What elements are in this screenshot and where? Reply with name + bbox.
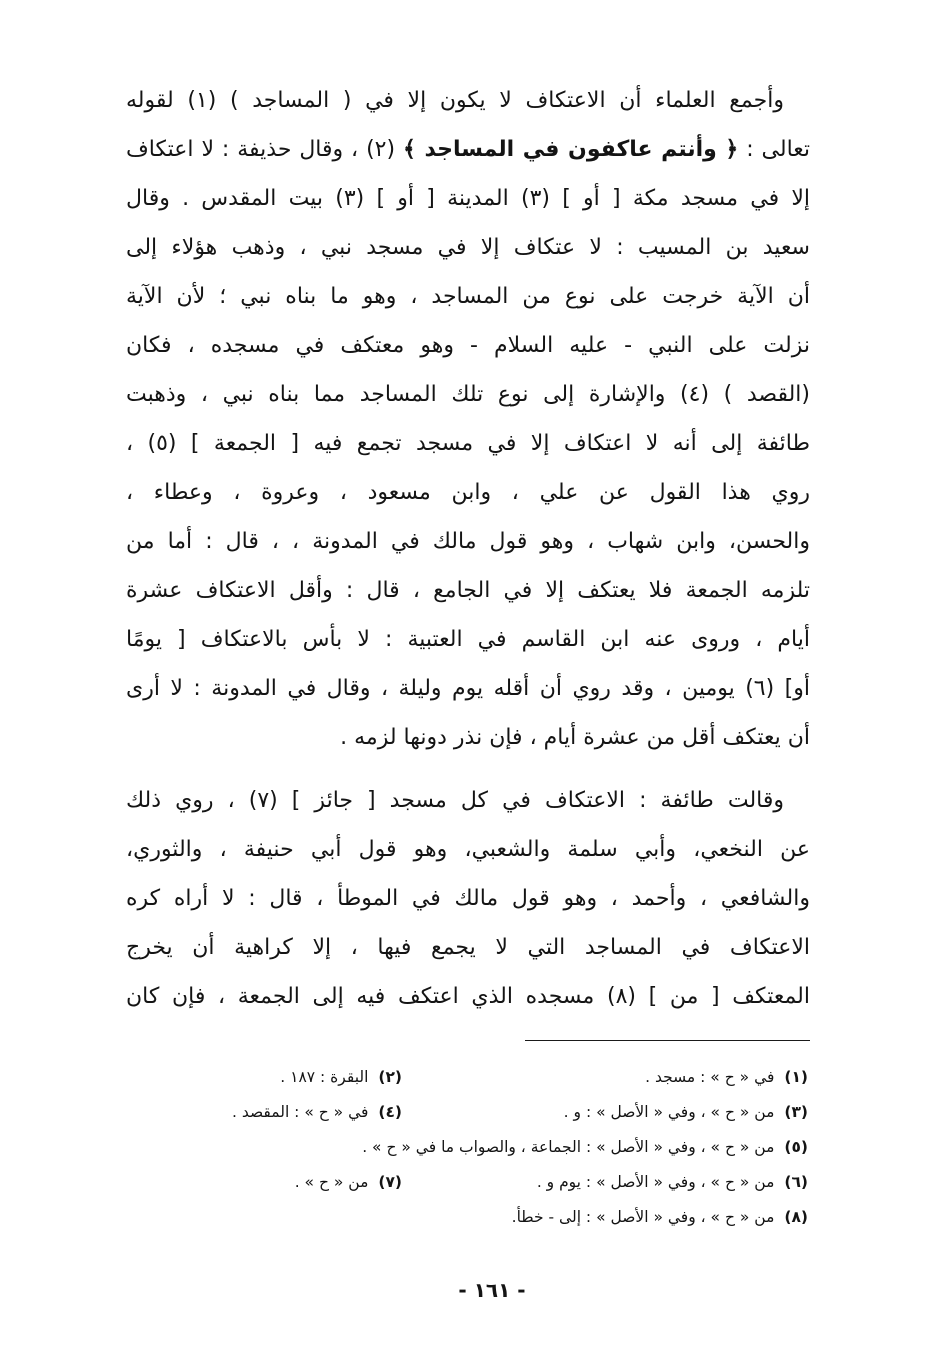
footnotes <box>126 1060 808 1235</box>
text-line: إلا في مسجد مكة [ أو ] (٣) المدينة [ أو ] (٣) بيت المقدس . وقال <box>126 186 810 211</box>
text-line-with-verse <box>126 125 810 174</box>
footnote-row <box>126 1130 808 1165</box>
footnote-number: (٥) <box>784 1138 808 1156</box>
footnote <box>362 1130 808 1165</box>
footnote-number: (١) <box>784 1068 808 1086</box>
footnote-text: من « ح » ، وفي « الأصل » : يوم و . <box>536 1173 775 1191</box>
paragraph-1 <box>126 76 810 762</box>
footnote <box>402 1165 808 1200</box>
main-text <box>126 76 810 1021</box>
text-line: والشافعي ، وأحمد ، وهو قول مالك في الموطأ ، قال : لا أراه كره <box>126 886 810 911</box>
footnote-text: من « ح » ، وفي « الأصل » : إلى - خطأ. <box>511 1208 775 1226</box>
footnote-row <box>126 1200 808 1235</box>
paragraph-2 <box>126 776 810 1021</box>
text-line: أن الآية خرجت على نوع من المساجد ، وهو ما بناه نبي ؛ لأن الآية <box>126 284 810 309</box>
footnote-row <box>126 1060 808 1095</box>
footnote-text: في « ح » : المقصد . <box>231 1103 369 1121</box>
page-number: - ١٦١ - <box>458 1278 526 1302</box>
text-line: وقالت طائفة : الاعتكاف في كل مسجد [ جائز ] (٧) ، روي ذلك <box>126 788 785 813</box>
footnote-text: من « ح » ، وفي « الأصل » : الجماعة ، والصواب ما في « ح » . <box>362 1138 775 1156</box>
text-line: عن النخعي، وأبي سلمة والشعبي، وهو قول أبي حنيفة ، والثوري، <box>126 837 810 862</box>
footnote-number: (٣) <box>784 1103 808 1121</box>
footnote <box>295 1165 402 1200</box>
footnote-text: البقرة : ١٨٧ . <box>280 1068 369 1086</box>
footnote <box>402 1095 808 1130</box>
text-line: نزلت على النبي - عليه السلام - وهو معتكف في مسجده ، فكان <box>126 333 810 358</box>
footnote-number: (٢) <box>378 1068 402 1086</box>
text-line: سعيد بن المسيب : لا عتكاف إلا في مسجد نبي ، وذهب هؤلاء إلى <box>126 235 810 260</box>
line-segment: (٢) ، وقال حذيفة : لا اعتكاف <box>126 137 396 162</box>
text-line: المعتكف [ من ] (٨) مسجده الذي اعتكف فيه إلى الجمعة ، فإن كان <box>126 984 810 1009</box>
footnote <box>280 1060 402 1095</box>
footnote-separator <box>525 1040 810 1041</box>
footnote-number: (٧) <box>378 1173 402 1191</box>
footnote <box>512 1200 808 1235</box>
text-line: (القصد ) (٤) والإشارة إلى نوع تلك المساجد مما بناه نبي ، وذهبت <box>126 382 810 407</box>
line-segment: تعالى : <box>746 137 811 162</box>
footnote-number: (٨) <box>784 1208 808 1226</box>
text-line: روي هذا القول عن علي ، وابن مسعود ، وعروة ، وعطاء ، <box>126 480 810 505</box>
text-line: طائفة إلى أنه لا اعتكاف إلا في مسجد تجمع فيه [ الجمعة ] (٥) ، <box>126 431 810 456</box>
footnote-number: (٦) <box>784 1173 808 1191</box>
footnote-text: من « ح » . <box>294 1173 369 1191</box>
text-line: أو] (٦) يومين ، وقد روي أن أقله يوم وليلة ، وقال في المدونة : لا أرى <box>126 676 810 701</box>
text-line: الاعتكاف في المساجد التي لا يجمع فيها ، إلا كراهية أن يخرج <box>126 935 810 960</box>
text-line: والحسن، وابن شهاب ، وهو قول مالك في المدونة ، ، قال : أما من <box>126 529 810 554</box>
footnote <box>232 1095 402 1130</box>
text-line: وأجمع العلماء أن الاعتكاف لا يكون إلا في ( المساجد ) (١) لقوله <box>126 88 784 113</box>
quran-verse: ﴿ وأنتم عاكفون في المساجد ﴾ <box>403 137 739 162</box>
footnote-text: في « ح » : مسجد . <box>645 1068 775 1086</box>
footnote-number: (٤) <box>378 1103 402 1121</box>
text-line: أن يعتكف أقل من عشرة أيام ، فإن نذر دونها لزمه . <box>340 725 810 750</box>
footnote <box>402 1060 808 1095</box>
text-line: أيام ، وروى عنه ابن القاسم في العتبية : لا بأس بالاعتكاف [ يومًا <box>126 627 810 652</box>
footnote-row <box>126 1165 808 1200</box>
text-line: تلزمه الجمعة فلا يعتكف إلا في الجامع ، قال : وأقل الاعتكاف عشرة <box>126 578 810 603</box>
footnote-row <box>126 1095 808 1130</box>
footnote-text: من « ح » ، وفي « الأصل » : و . <box>563 1103 775 1121</box>
